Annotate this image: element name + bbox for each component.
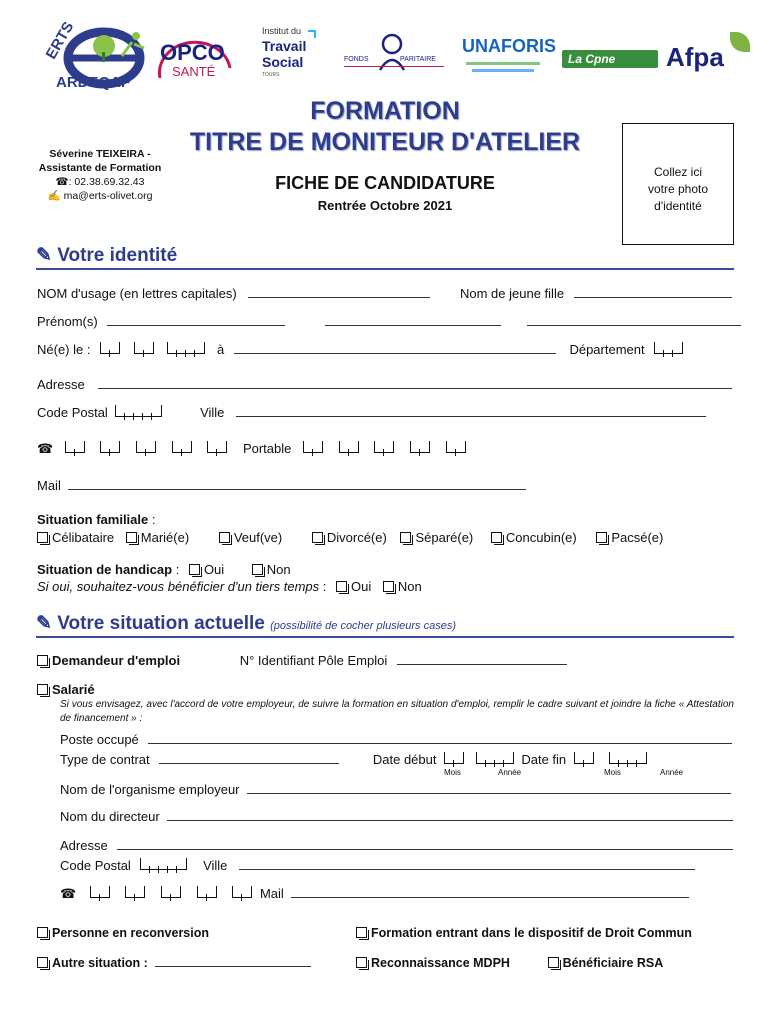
date-fin-label: Date fin [521, 752, 567, 767]
salarie-note: Si vous envisagez, avec l'accord de votre employeur, de suivre la formation en situation d'emploi, remplir le cadre suivant et joindre la fiche « Attestation de financement » : [60, 699, 734, 724]
sf-label: Pacsé(e) [611, 530, 664, 545]
row-prenoms [37, 314, 741, 329]
sf-label: Marié(e) [140, 530, 190, 545]
mail-label: Mail [37, 478, 61, 493]
fonds-logo-line2: PARITAIRE [400, 56, 436, 63]
tiers-temps-non[interactable] [383, 579, 422, 594]
fonds-logo-underline [344, 66, 444, 67]
tiers-temps-label: Si oui, souhaitez-vous bénéficier d'un tiers temps [37, 579, 320, 594]
droit-commun-option[interactable] [356, 926, 692, 940]
ville-field[interactable] [236, 405, 706, 417]
birth-place-field[interactable] [234, 342, 556, 354]
mdph-label: Reconnaissance MDPH [371, 956, 510, 970]
title-formation: FORMATION [310, 97, 460, 125]
contact-block [30, 147, 170, 203]
type-contrat-field[interactable] [159, 752, 339, 764]
row-code-postal [37, 405, 706, 420]
sf-option-celibataire[interactable] [37, 530, 114, 545]
oui-label: Oui [351, 579, 372, 594]
its-logo-line2: Travail [262, 38, 307, 54]
sf-label: Veuf(ve) [233, 530, 283, 545]
mail-field[interactable] [68, 478, 526, 490]
photo-box [622, 123, 734, 245]
date-debut-annee-boxes[interactable] [476, 752, 514, 764]
section-identite-rule [36, 268, 734, 270]
handicap-oui[interactable] [189, 562, 224, 577]
sf-label: Divorcé(e) [326, 530, 387, 545]
a-label: à [216, 342, 225, 357]
sf-option-divorce[interactable] [312, 530, 387, 545]
identifiant-label: N° Identifiant Pôle Emploi [239, 653, 388, 668]
phone-icon: ☎ [37, 441, 54, 456]
departement-label: Département [569, 342, 645, 357]
row-tiers-temps [37, 579, 422, 594]
prenom2-field[interactable] [325, 314, 501, 326]
nom-jeune-fille-label: Nom de jeune fille [460, 286, 565, 301]
situation-familiale-label: Situation familiale [37, 512, 149, 527]
section-situation-rule [36, 636, 734, 638]
fonds-logo-line1: FONDS [344, 56, 369, 63]
section-situation-title-text: ✎ Votre situation actuelle [36, 613, 265, 634]
opco-logo-line2: SANTÉ [172, 64, 216, 79]
tel-employeur-boxes-4[interactable] [197, 886, 217, 898]
code-postal-label: Code Postal [37, 405, 108, 420]
section-situation-title [36, 612, 456, 635]
its-logo-line1: Institut du [262, 26, 302, 36]
tiers-temps-oui[interactable] [336, 579, 371, 594]
photo-box-line2: votre photo [647, 182, 709, 196]
non-label: Non [266, 562, 291, 577]
mobile-boxes-5[interactable] [446, 441, 466, 453]
salarie-option[interactable] [37, 682, 95, 697]
row-situation-familiale [37, 512, 155, 527]
ville-label: Ville [200, 405, 225, 420]
checkbox-icon [37, 927, 48, 938]
row-tel-employeur [60, 886, 689, 902]
photo-box-line3: d'identité [654, 199, 702, 213]
row-sf-options [37, 530, 663, 545]
its-logo-accent [308, 30, 316, 38]
row-droit-commun [356, 925, 692, 940]
cpne-logo [562, 50, 658, 68]
row-reconversion [37, 925, 209, 940]
row-contrat [60, 752, 647, 767]
handicap-non[interactable] [252, 562, 291, 577]
departement-boxes[interactable] [654, 342, 683, 354]
row-poste [60, 732, 732, 747]
situation-familiale-colon: : [148, 512, 156, 527]
mobile-boxes-3[interactable] [374, 441, 394, 453]
directeur-label: Nom du directeur [60, 809, 160, 824]
checkbox-icon [37, 684, 48, 695]
row-mail [37, 478, 526, 493]
phone-boxes-3[interactable] [136, 441, 156, 453]
afpa-logo-name: Afpa [666, 42, 724, 72]
handicap-label: Situation de handicap [37, 562, 173, 577]
mail-employeur-field[interactable] [291, 886, 689, 898]
section-identite-title: ✎ Votre identité [36, 245, 178, 266]
checkbox-icon [356, 957, 367, 968]
autre-field[interactable] [155, 955, 311, 967]
handicap-colon: : [172, 562, 180, 577]
mobile-boxes-2[interactable] [339, 441, 359, 453]
reconversion-label: Personne en reconversion [52, 926, 210, 940]
checkbox-icon [548, 957, 559, 968]
mobile-boxes-4[interactable] [410, 441, 430, 453]
fiche-candidature-title: FICHE DE CANDIDATURE [275, 173, 495, 193]
adresse-field[interactable] [98, 377, 732, 389]
adresse-label: Adresse [37, 377, 85, 392]
its-logo-line4: TOURS [262, 72, 280, 78]
date-debut-mois-boxes[interactable] [444, 752, 464, 764]
ne-le-label: Né(e) le : [37, 342, 91, 357]
date-fin-annee-boxes[interactable] [609, 752, 647, 764]
prenom3-field[interactable] [527, 314, 741, 326]
checkbox-icon [491, 532, 502, 543]
portable-label: Portable [242, 441, 292, 456]
ville-employeur-label: Ville [203, 858, 228, 873]
phone-boxes-5[interactable] [207, 441, 227, 453]
title-moniteur: TITRE DE MONITEUR D'ATELIER [189, 128, 581, 156]
checkbox-icon [189, 564, 200, 575]
checkbox-icon [383, 581, 394, 592]
erts-logo-text-bottom: ARDEQAF [56, 74, 131, 91]
cpne-logo-name: La Cpne [568, 52, 616, 66]
row-adresse-employeur [60, 838, 733, 853]
demandeur-option[interactable] [37, 653, 180, 668]
rentree-date: Rentrée Octobre 2021 [317, 198, 453, 213]
phone-boxes-1[interactable] [65, 441, 85, 453]
ville-employeur-field[interactable] [239, 858, 695, 870]
organisme-field[interactable] [247, 782, 731, 794]
tel-employeur-boxes-3[interactable] [161, 886, 181, 898]
tel-employeur-boxes-1[interactable] [90, 886, 110, 898]
phone-boxes-2[interactable] [100, 441, 120, 453]
row-telephone [37, 441, 466, 457]
checkbox-icon [37, 532, 48, 543]
checkbox-icon [596, 532, 607, 543]
erts-logo-text-top: ERTS [42, 18, 78, 63]
non-label: Non [397, 579, 422, 594]
date-fin-mois-caption: Mois [604, 768, 621, 777]
row-directeur [60, 809, 733, 824]
autre-option[interactable] [37, 956, 148, 970]
its-logo-line3: Social [262, 54, 304, 70]
afpa-logo [664, 32, 754, 80]
sf-label: Concubin(e) [505, 530, 577, 545]
checkbox-icon [37, 655, 48, 666]
code-postal-boxes[interactable] [115, 405, 162, 417]
checkbox-icon [219, 532, 230, 543]
phone-employeur-icon: ☎ [60, 886, 77, 901]
unaforis-logo-tagline [466, 62, 540, 65]
directeur-field[interactable] [167, 809, 733, 821]
identifiant-field[interactable] [397, 653, 567, 665]
row-handicap [37, 562, 291, 577]
nom-usage-field[interactable] [248, 286, 430, 298]
birth-day-boxes[interactable] [100, 342, 120, 354]
sf-option-pacse[interactable] [596, 530, 663, 545]
oui-label: Oui [203, 562, 225, 577]
row-organisme [60, 782, 731, 797]
mdph-option[interactable] [356, 956, 510, 970]
cp-employeur-boxes[interactable] [140, 858, 187, 870]
organisme-label: Nom de l'organisme employeur [60, 782, 240, 797]
row-mdph [356, 955, 663, 970]
checkbox-icon [252, 564, 263, 575]
mail-employeur-label: Mail [259, 886, 284, 901]
cp-employeur-label: Code Postal [60, 858, 131, 873]
unaforis-logo [462, 36, 556, 84]
fonds-paritaire-logo [338, 30, 450, 78]
salarie-label: Salarié [52, 682, 95, 697]
rsa-label: Bénéficiaire RSA [562, 956, 664, 970]
section-situation-note: (possibilité de cocher plusieurs cases) [270, 620, 456, 632]
unaforis-logo-name: UNAFORIS [462, 36, 556, 56]
contact-name: Séverine TEIXEIRA - [49, 148, 151, 160]
row-autre [37, 955, 311, 970]
birth-year-boxes[interactable] [167, 342, 205, 354]
sf-option-concubin[interactable] [491, 530, 577, 545]
date-fin-annee-caption: Année [660, 768, 684, 777]
checkbox-icon [312, 532, 323, 543]
birth-month-boxes[interactable] [134, 342, 154, 354]
mobile-boxes-1[interactable] [303, 441, 323, 453]
opco-sante-logo [150, 28, 240, 88]
reconversion-option[interactable] [37, 926, 209, 940]
adresse-employeur-field[interactable] [117, 838, 733, 850]
photo-box-line1: Collez ici [653, 165, 702, 179]
checkbox-icon [37, 957, 48, 968]
date-debut-mois-caption: Mois [444, 768, 461, 777]
row-cp-employeur [60, 858, 695, 873]
phone-boxes-4[interactable] [172, 441, 192, 453]
type-contrat-label: Type de contrat [60, 752, 150, 767]
adresse-employeur-label: Adresse [60, 838, 108, 853]
institut-travail-social-logo [258, 26, 322, 86]
checkbox-icon [336, 581, 347, 592]
row-nom [37, 286, 732, 301]
row-salarie [37, 682, 95, 697]
tel-employeur-boxes-2[interactable] [125, 886, 145, 898]
unaforis-logo-tagline2 [472, 69, 534, 72]
checkbox-icon [400, 532, 411, 543]
sf-option-marie[interactable] [126, 530, 189, 545]
droit-commun-label: Formation entrant dans le dispositif de Droit Commun [371, 926, 692, 940]
contact-email: ✍ ma@erts-olivet.org [47, 190, 153, 202]
demandeur-label: Demandeur d'emploi [52, 653, 181, 668]
rsa-option[interactable] [548, 956, 664, 970]
sf-label: Séparé(e) [415, 530, 474, 545]
sf-option-separe[interactable] [400, 530, 473, 545]
date-debut-label: Date début [372, 752, 437, 767]
row-adresse [37, 377, 732, 392]
nom-usage-label: NOM d'usage (en lettres capitales) [37, 286, 237, 301]
opco-logo-line1: OPCO [160, 40, 225, 65]
contact-role: Assistante de Formation [38, 162, 162, 174]
checkbox-icon [126, 532, 137, 543]
poste-field[interactable] [148, 732, 732, 744]
nom-jeune-fille-field[interactable] [574, 286, 732, 298]
tel-employeur-boxes-5[interactable] [232, 886, 252, 898]
date-debut-annee-caption: Année [498, 768, 522, 777]
poste-label: Poste occupé [60, 732, 139, 747]
afpa-leaf-icon [730, 32, 750, 52]
sf-label: Célibataire [52, 530, 115, 545]
tiers-temps-colon: : [319, 579, 327, 594]
sf-option-veuf[interactable] [219, 530, 282, 545]
prenom1-field[interactable] [107, 314, 285, 326]
erts-ardeqaf-logo [36, 18, 148, 94]
row-naissance [37, 342, 683, 357]
checkbox-icon [356, 927, 367, 938]
autre-label: Autre situation : [52, 956, 148, 970]
row-demandeur [37, 653, 567, 668]
prenoms-label: Prénom(s) [37, 314, 98, 329]
contact-phone: ☎: 02.38.69.32.43 [55, 176, 145, 188]
date-fin-mois-boxes[interactable] [574, 752, 594, 764]
